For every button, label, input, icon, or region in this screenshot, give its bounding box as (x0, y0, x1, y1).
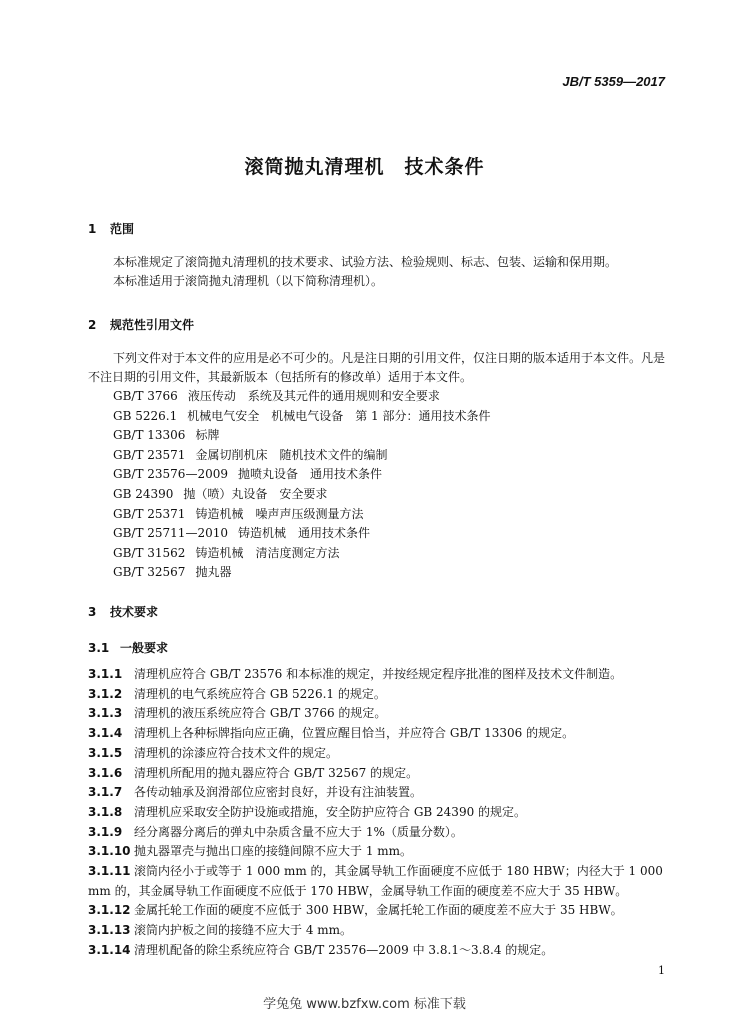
scope-text-2: 本标准适用于滚筒抛丸清理机（以下简称清理机）。 (113, 274, 384, 288)
reference-name: 机械电气安全 机械电气设备 第 1 部分：通用技术条件 (187, 408, 491, 423)
requirement-text: 清理机的液压系统应符合 GB/T 3766 的规定。 (134, 706, 387, 721)
normative-intro-text: 下列文件对于本文件的应用是必不可少的。凡是注日期的引用文件，仅注日期的版本适用于本文件。凡是不注日期的引用文件，其最新版本（包括所有的修改单）适用于本文件。 (88, 351, 666, 384)
requirement-item (88, 685, 669, 705)
requirement-text: 清理机的电气系统应符合 GB 5226.1 的规定。 (134, 686, 386, 701)
reference-code: GB/T 3766 (113, 389, 178, 403)
requirement-item (88, 823, 669, 843)
requirement-number: 3.1.1 (88, 667, 123, 681)
requirement-item (88, 901, 669, 921)
scope-paragraph-1 (88, 253, 665, 272)
normative-intro (88, 349, 665, 387)
reference-name: 金属切削机床 随机技术文件的编制 (195, 447, 388, 462)
requirement-number: 3.1.4 (88, 726, 123, 741)
reference-code: GB/T 25371 (113, 506, 186, 521)
reference-item (113, 544, 491, 564)
reference-item (113, 446, 491, 466)
subsection-title: 一般要求 (120, 641, 169, 655)
requirement-number: 3.1.6 (88, 765, 123, 780)
section-heading-tech (88, 603, 158, 620)
reference-item (113, 465, 491, 485)
section-title: 范围 (110, 222, 135, 236)
reference-item (113, 505, 491, 525)
section-title: 规范性引用文件 (110, 318, 195, 332)
document-title: 滚筒抛丸清理机 技术条件 (244, 156, 485, 178)
section-title: 技术要求 (110, 605, 159, 619)
page-number: 1 (658, 964, 665, 977)
requirement-number: 3.1.5 (88, 745, 123, 760)
requirement-item (88, 783, 669, 803)
reference-code: GB 24390 (113, 486, 174, 501)
reference-name: 抛（喷）丸设备 安全要求 (183, 486, 328, 501)
requirement-item (88, 704, 669, 724)
reference-item (113, 426, 491, 446)
section-number: 2 (88, 318, 97, 332)
requirement-text: 清理机上各种标牌指向应正确，位置应醒目恰当，并应符合 GB/T 13306 的规定。 (134, 726, 575, 741)
reference-item (113, 387, 491, 407)
requirement-item (88, 724, 669, 744)
reference-name: 标牌 (195, 428, 220, 443)
requirement-item (88, 764, 669, 784)
standard-code: JB/T 5359—2017 (562, 74, 665, 89)
reference-name: 铸造机械 噪声声压级测量方法 (195, 506, 364, 521)
reference-code: GB/T 25711—2010 (113, 526, 228, 541)
requirement-text: 抛丸器罩壳与抛出口座的接缝间隙不应大于 1 mm。 (134, 844, 413, 859)
reference-code: GB 5226.1 (113, 408, 178, 423)
reference-item (113, 485, 491, 505)
section-number: 1 (88, 222, 97, 236)
reference-code: GB/T 13306 (113, 428, 186, 443)
requirement-text: 清理机应采取安全防护设施或措施，安全防护应符合 GB 24390 的规定。 (134, 804, 527, 819)
section-heading-normative (88, 316, 194, 333)
reference-list (113, 387, 491, 583)
subsection-heading-general (88, 639, 168, 656)
requirement-number: 3.1.2 (88, 686, 123, 701)
reference-item (113, 407, 491, 427)
requirement-text: 经分离器分离后的弹丸中杂质含量不应大于 1%（质量分数）。 (134, 824, 463, 839)
scope-text-1: 本标准规定了滚筒抛丸清理机的技术要求、试验方法、检验规则、标志、包装、运输和保用期。 (113, 255, 618, 269)
requirement-item (88, 744, 669, 764)
requirement-text: 滚筒内护板之间的接缝不应大于 4 mm。 (134, 923, 353, 938)
requirement-number: 3.1.8 (88, 804, 123, 819)
requirement-item (88, 862, 669, 901)
reference-code: GB/T 31562 (113, 545, 186, 560)
requirement-item (88, 941, 669, 961)
reference-code: GB/T 23571 (113, 447, 186, 462)
footer-watermark[interactable]: 学兔兔 www.bzfxw.com 标准下载 (263, 997, 466, 1012)
requirement-list (88, 665, 669, 961)
reference-name: 铸造机械 通用技术条件 (237, 526, 370, 541)
reference-item (113, 524, 491, 544)
requirement-number: 3.1.11 (88, 864, 131, 879)
reference-code: GB/T 32567 (113, 565, 186, 580)
requirement-number: 3.1.7 (88, 785, 123, 800)
requirement-number: 3.1.10 (88, 844, 131, 859)
requirement-number: 3.1.3 (88, 706, 123, 721)
requirement-text: 清理机所配用的抛丸器应符合 GB/T 32567 的规定。 (134, 765, 419, 780)
requirement-number: 3.1.9 (88, 824, 123, 839)
requirement-text: 清理机的涂漆应符合技术文件的规定。 (134, 745, 339, 760)
scope-paragraph-2 (88, 272, 665, 291)
requirement-number: 3.1.13 (88, 923, 131, 938)
section-heading-scope (88, 220, 134, 237)
requirement-item (88, 803, 669, 823)
reference-name: 液压传动 系统及其元件的通用规则和安全要求 (187, 389, 440, 403)
requirement-number: 3.1.12 (88, 903, 131, 918)
requirement-text: 金属托轮工作面的硬度不应低于 300 HBW，金属托轮工作面的硬度差不应大于 35 HBW。 (134, 903, 623, 918)
requirement-item (88, 842, 669, 862)
reference-code: GB/T 23576—2009 (113, 467, 228, 482)
reference-item (113, 563, 491, 583)
requirement-item (88, 665, 669, 685)
subsection-number: 3.1 (88, 641, 110, 655)
section-number: 3 (88, 605, 97, 619)
requirement-text: 各传动轴承及润滑部位应密封良好，并设有注油装置。 (134, 785, 423, 800)
requirement-number: 3.1.14 (88, 942, 131, 957)
reference-name: 抛喷丸设备 通用技术条件 (237, 467, 382, 482)
reference-name: 抛丸器 (195, 565, 232, 580)
requirement-text: 滚筒内径小于或等于 1 000 mm 的，其金属导轨工作面硬度不应低于 180 HBW；内径大于 1 000 mm 的，其金属导轨工作面硬度不应低于 170 HBW，金属导轨工作面的硬度差不应大于 35 HBW。 (88, 864, 663, 898)
requirement-item (88, 921, 669, 941)
requirement-text: 清理机应符合 GB/T 23576 和本标准的规定，并按经规定程序批准的图样及技术文件制造。 (134, 667, 623, 681)
reference-name: 铸造机械 清洁度测定方法 (195, 545, 340, 560)
requirement-text: 清理机配备的除尘系统应符合 GB/T 23576—2009 中 3.8.1～3.8.4 的规定。 (134, 942, 554, 957)
